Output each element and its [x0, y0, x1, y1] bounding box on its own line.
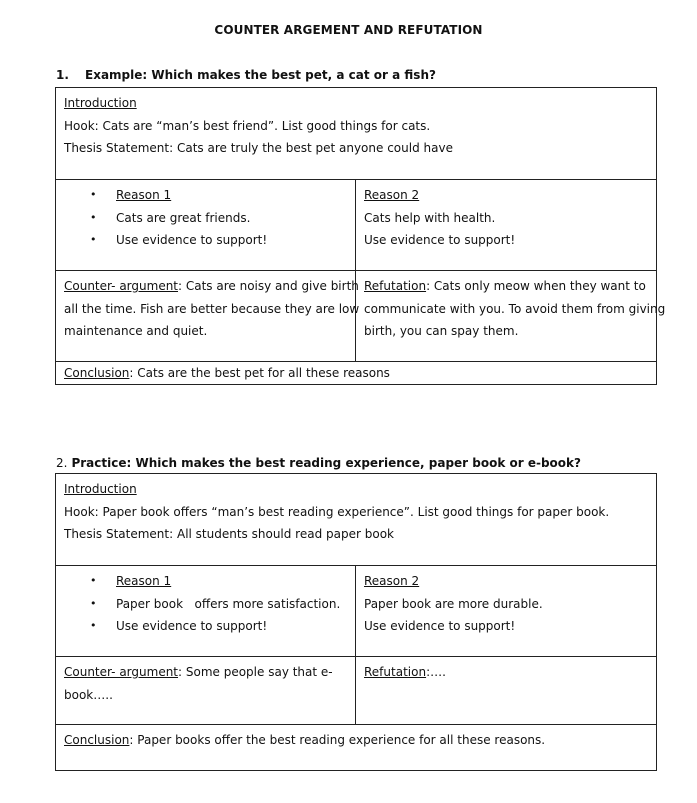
reason-1-point: • Cats are great friends.	[64, 207, 347, 230]
counter-argument-label: Counter- argument	[64, 279, 179, 293]
counter-argument-text: : Some people say that e-	[178, 665, 333, 679]
conclusion-cell	[56, 362, 657, 385]
reason-2-label: Reason 2	[364, 188, 420, 202]
hook-text: : Cats are “man’s best friend”. List good things for cats.	[94, 118, 431, 133]
reason-1-point: • Use evidence to support!	[64, 229, 347, 252]
refutation-cell	[356, 657, 657, 725]
hook-label: Hook	[64, 504, 95, 519]
conclusion-text: : Paper books offer the best reading experience for all these reasons.	[129, 733, 546, 747]
thesis-text: : All students should read paper book	[169, 527, 394, 541]
reason-2-label: Reason 2	[364, 574, 420, 588]
counter-refutation-row	[56, 657, 657, 725]
reason-1-cell	[56, 180, 356, 271]
hook-label: Hook	[64, 118, 95, 133]
reason-1-label: Reason 1	[116, 574, 172, 588]
section-1-table	[55, 87, 666, 385]
section-2-heading	[56, 456, 581, 470]
counter-argument-cell	[56, 657, 356, 725]
refutation-label: Refutation	[364, 665, 427, 679]
refutation-text: : Cats only meow when they want to	[426, 279, 646, 293]
reason-2-line: Use evidence to support!	[364, 233, 516, 247]
hook-text: : Paper book offers “man’s best reading experience”. List good things for paper book.	[94, 504, 610, 519]
refutation-line: birth, you can spay them.	[364, 324, 519, 338]
reason-2-line: Use evidence to support!	[364, 619, 516, 633]
reason-1-label: Reason 1	[116, 188, 172, 202]
thesis-label: Thesis Statement	[64, 141, 170, 155]
conclusion-row	[56, 725, 657, 771]
conclusion-label: Conclusion	[64, 733, 130, 747]
section-question: Practice: Which makes the best reading experience, paper book or e-book?	[71, 456, 581, 470]
introduction-label: Introduction	[64, 482, 137, 496]
document-title: COUNTER ARGEMENT AND REFUTATION	[214, 23, 483, 37]
conclusion-row	[56, 362, 657, 385]
refutation-line: communicate with you. To avoid them from giving	[364, 301, 666, 316]
counter-argument-line: book…..	[64, 687, 113, 702]
counter-argument-cell	[56, 271, 360, 362]
counter-refutation-row	[56, 271, 657, 362]
refutation-cell	[356, 271, 666, 362]
conclusion-label: Conclusion	[64, 366, 130, 380]
introduction-label: Introduction	[64, 96, 137, 110]
section-1-heading	[56, 68, 436, 82]
section-number: 2.	[56, 456, 68, 470]
reason-1-cell	[56, 566, 356, 657]
section-number: 1.	[56, 68, 69, 82]
counter-argument-line: maintenance and quiet.	[64, 324, 208, 338]
introduction-row	[56, 474, 657, 566]
introduction-cell	[56, 474, 657, 566]
reason-2-line: Paper book are more durable.	[364, 596, 543, 611]
thesis-text: : Cats are truly the best pet anyone could have	[169, 141, 453, 155]
refutation-label: Refutation	[364, 279, 427, 293]
reason-2-line: Cats help with health.	[364, 210, 496, 225]
reasons-row	[56, 180, 657, 271]
introduction-row	[56, 88, 657, 180]
conclusion-text: : Cats are the best pet for all these reasons	[129, 366, 390, 380]
counter-argument-text: : Cats are noisy and give birth	[178, 279, 359, 293]
section-question: Example: Which makes the best pet, a cat or a fish?	[85, 68, 436, 82]
introduction-cell	[56, 88, 657, 180]
reasons-row	[56, 566, 657, 657]
section-2-table	[55, 473, 657, 771]
thesis-label: Thesis Statement	[64, 527, 170, 541]
counter-argument-line: all the time. Fish are better because they are low	[64, 301, 360, 316]
counter-argument-label: Counter- argument	[64, 665, 179, 679]
refutation-text: :….	[426, 665, 446, 679]
reason-1-point: • Paper book offers more satisfaction.	[64, 593, 347, 616]
reason-1-point: • Use evidence to support!	[64, 615, 347, 638]
conclusion-cell	[56, 725, 657, 771]
reason-2-cell	[356, 566, 657, 657]
reason-2-cell	[356, 180, 657, 271]
